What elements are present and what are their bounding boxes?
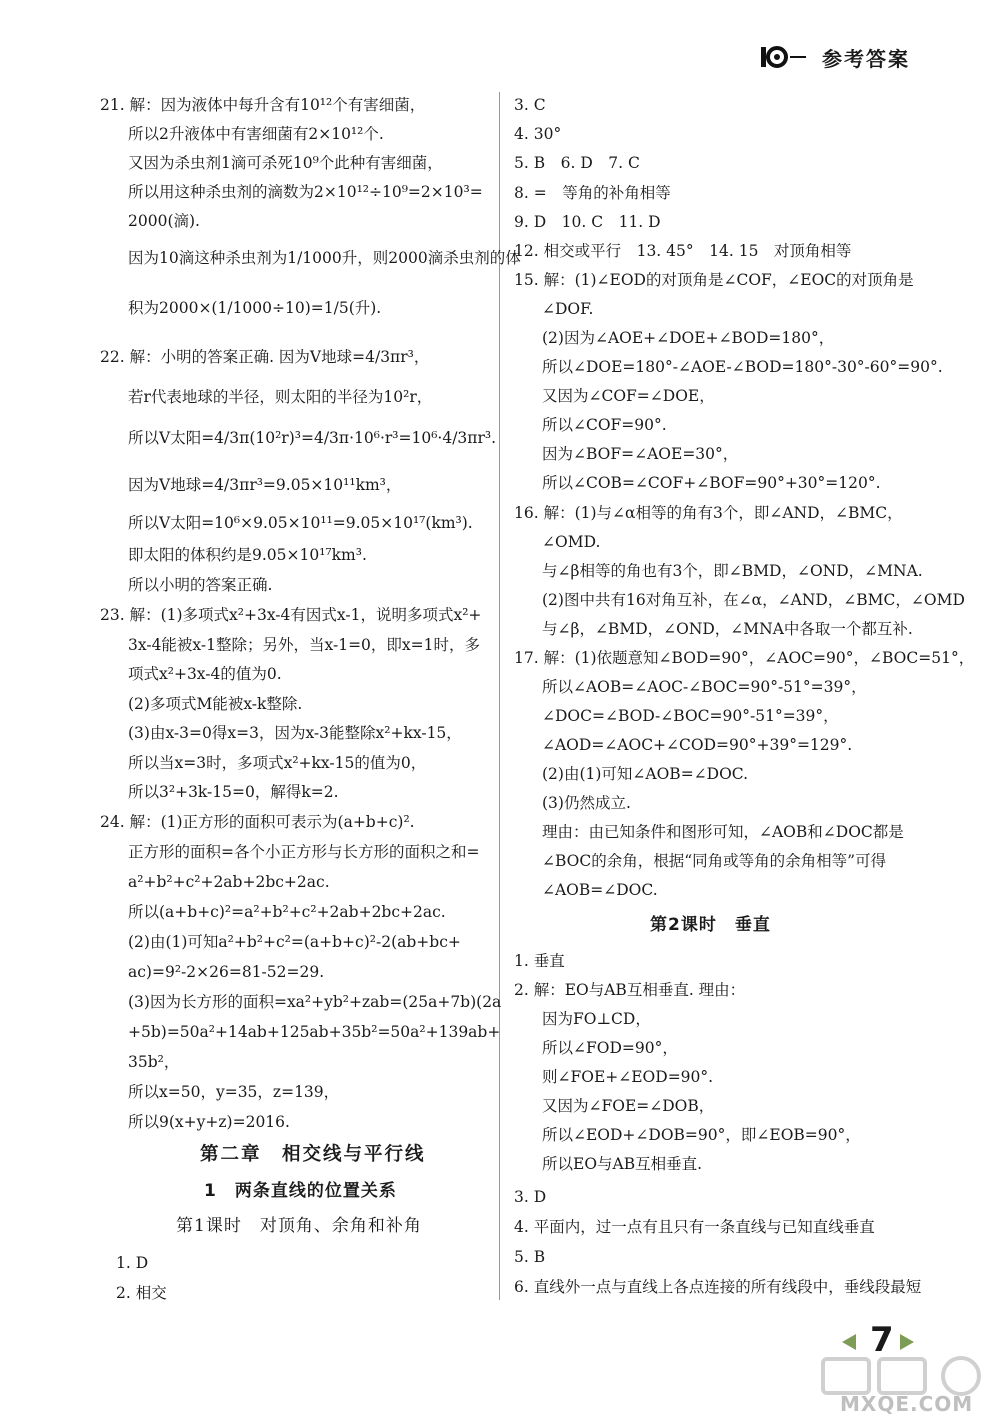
answer-line: (2)由(1)可知a²+b²+c²=(a+b+c)²-2(ab+bc+: [128, 933, 461, 951]
answer-line: 所以∠DOE=180°-∠AOE-∠BOD=180°-30°-60°=90°.: [542, 358, 943, 376]
answer-line: 所以∠AOB=∠AOC-∠BOC=90°-51°=39°，: [542, 678, 867, 696]
answer-line: ∠DOF.: [542, 300, 594, 318]
answer-line: 所以3²+3k-15=0，解得k=2.: [128, 783, 339, 801]
answer-line: 1. 垂直: [514, 952, 565, 970]
answer-line: ac)=9²-2×26=81-52=29.: [128, 963, 325, 981]
answer-line: 与∠β相等的角也有3个，即∠BMD，∠OND，∠MNA.: [542, 562, 923, 580]
answer-line: 8. = 等角的补角相等: [514, 184, 671, 202]
answer-line: 3. C: [514, 96, 546, 114]
answer-line: 4. 平面内，过一点有且只有一条直线与已知直线垂直: [514, 1218, 875, 1236]
answer-line: 又因为∠FOE=∠DOB，: [542, 1097, 715, 1115]
answer-line: 5. B 6. D 7. C: [514, 154, 640, 172]
answer-line: 所以(a+b+c)²=a²+b²+c²+2ab+2bc+2ac.: [128, 903, 446, 921]
answer-line: 3. D: [514, 1188, 547, 1206]
answer-line: 因为FO⊥CD，: [542, 1010, 651, 1028]
left-arrow-icon: [842, 1334, 856, 1350]
answer-line: (2)图中共有16对角互补，在∠α，∠AND，∠BMC，∠OMD: [542, 591, 965, 609]
section-title: 1 两条直线的位置关系: [204, 1181, 397, 1201]
answer-line: 则∠FOE+∠EOD=90°.: [542, 1068, 714, 1086]
answer-line: 16. 解：(1)与∠α相等的角有3个，即∠AND，∠BMC，: [514, 504, 903, 522]
answer-line: 所以∠COF=90°.: [542, 416, 667, 434]
answer-line: (3)仍然成立.: [542, 794, 631, 812]
answer-line: 所以x=50，y=35，z=139，: [128, 1083, 340, 1101]
answer-line: 所以V太阳=4/3π(10²r)³=4/3π·10⁶·r³=10⁶·4/3πr³.: [128, 429, 497, 447]
answer-line: 项式x²+3x-4的值为0.: [128, 665, 282, 683]
answer-line: ∠BOC的余角，根据“同角或等角的余角相等”可得: [542, 852, 887, 870]
answer-line: 23. 解：(1)多项式x²+3x-4有因式x-1，说明多项式x²+: [100, 606, 482, 624]
watermark-text: MXQE.COM: [840, 1392, 974, 1416]
lesson-title: 第2课时 垂直: [650, 915, 771, 935]
page-header: [760, 40, 980, 76]
answer-line: ∠DOC=∠BOD-∠BOC=90°-51°=39°，: [542, 707, 839, 725]
answer-line: 积为2000×(1/1000÷10)=1/5(升).: [128, 299, 382, 317]
answer-line: 24. 解：(1)正方形的面积可表示为(a+b+c)².: [100, 813, 415, 831]
answer-line: 所以∠COB=∠COF+∠BOF=90°+30°=120°.: [542, 474, 881, 492]
answer-line: 35b²，: [128, 1053, 180, 1071]
answer-line: (3)因为长方形的面积=xa²+yb²+zab=(25a+7b)(2a: [128, 993, 502, 1011]
answer-line: 12. 相交或平行 13. 45° 14. 15 对顶角相等: [514, 242, 852, 260]
answer-line: (2)因为∠AOE+∠DOE+∠BOD=180°，: [542, 329, 835, 347]
publisher-logo-icon: [760, 44, 808, 70]
answer-line: 所以用这种杀虫剂的滴数为2×10¹²÷10⁹=2×10³=: [128, 183, 483, 201]
answer-line: 因为10滴这种杀虫剂为1/1000升，则2000滴杀虫剂的体: [128, 249, 521, 267]
answer-line: (2)由(1)可知∠AOB=∠DOC.: [542, 765, 749, 783]
answer-line: 所以小明的答案正确.: [128, 576, 273, 594]
answer-line: 因为∠BOF=∠AOE=30°，: [542, 445, 739, 463]
answer-line: 17. 解：(1)依题意知∠BOD=90°，∠AOC=90°，∠BOC=51°，: [514, 649, 975, 667]
answer-line: ∠AOD=∠AOC+∠COD=90°+39°=129°.: [542, 736, 853, 754]
answer-line: 3x-4能被x-1整除；另外，当x-1=0，即x=1时，多: [128, 636, 481, 654]
answer-line: +5b)=50a²+14ab+125ab+35b²=50a²+139ab+: [128, 1023, 501, 1041]
answer-line: 2000(滴).: [128, 212, 200, 230]
answer-line: 又因为∠COF=∠DOE，: [542, 387, 715, 405]
answer-line: 所以2升液体中有害细菌有2×10¹²个.: [128, 125, 384, 143]
answer-line: 4. 30°: [514, 125, 562, 143]
answer-line: 22. 解：小明的答案正确. 因为V地球=4/3πr³，: [100, 348, 430, 366]
answer-line: 又因为杀虫剂1滴可杀死10⁹个此种有害细菌，: [128, 154, 443, 172]
answer-line: 与∠β，∠BMD，∠OND，∠MNA中各取一个都互补.: [542, 620, 913, 638]
answer-line: ∠OMD.: [542, 533, 601, 551]
answer-line: 5. B: [514, 1248, 546, 1266]
right-arrow-icon: [900, 1334, 914, 1350]
column-divider: [499, 92, 500, 1300]
answer-line: 15. 解：(1)∠EOD的对顶角是∠COF，∠EOC的对顶角是: [514, 271, 914, 289]
lesson-title: 第1课时 对顶角、余角和补角: [176, 1216, 422, 1236]
answer-line: 所以V太阳=10⁶×9.05×10¹¹=9.05×10¹⁷(km³).: [128, 514, 473, 532]
answer-line: (3)由x-3=0得x=3，因为x-3能整除x²+kx-15，: [128, 724, 462, 742]
answer-line: 2. 相交: [116, 1284, 167, 1302]
answer-line: 所以EO与AB互相垂直.: [542, 1155, 703, 1173]
answer-line: 9. D 10. C 11. D: [514, 213, 661, 231]
answer-line: 6. 直线外一点与直线上各点连接的所有线段中，垂线段最短: [514, 1278, 922, 1296]
answer-line: 2. 解：EO与AB互相垂直. 理由：: [514, 981, 746, 999]
answer-line: 所以9(x+y+z)=2016.: [128, 1113, 290, 1131]
answer-line: 若r代表地球的半径，则太阳的半径为10²r，: [128, 388, 433, 406]
answer-line: 理由：由已知条件和图形可知，∠AOB和∠DOC都是: [542, 823, 904, 841]
answer-line: 即太阳的体积约是9.05×10¹⁷km³.: [128, 546, 367, 564]
answer-line: 21. 解：因为液体中每升含有10¹²个有害细菌，: [100, 96, 426, 114]
page-number: 7: [870, 1320, 894, 1360]
answer-line: 所以∠FOD=90°，: [542, 1039, 678, 1057]
answer-line: a²+b²+c²+2ab+2bc+2ac.: [128, 873, 330, 891]
answer-line: 因为V地球=4/3πr³=9.05×10¹¹km³，: [128, 476, 402, 494]
answer-line: 所以∠EOD+∠DOB=90°，即∠EOB=90°，: [542, 1126, 861, 1144]
answer-line: 正方形的面积=各个小正方形与长方形的面积之和=: [128, 843, 480, 861]
answer-line: 1. D: [116, 1254, 149, 1272]
chapter-title: 第二章 相交线与平行线: [200, 1144, 426, 1165]
answer-line: (2)多项式M能被x-k整除.: [128, 695, 303, 713]
answer-line: ∠AOB=∠DOC.: [542, 881, 658, 899]
header-title: 参考答案: [822, 47, 910, 71]
answer-line: 所以当x=3时，多项式x²+kx-15的值为0，: [128, 754, 427, 772]
